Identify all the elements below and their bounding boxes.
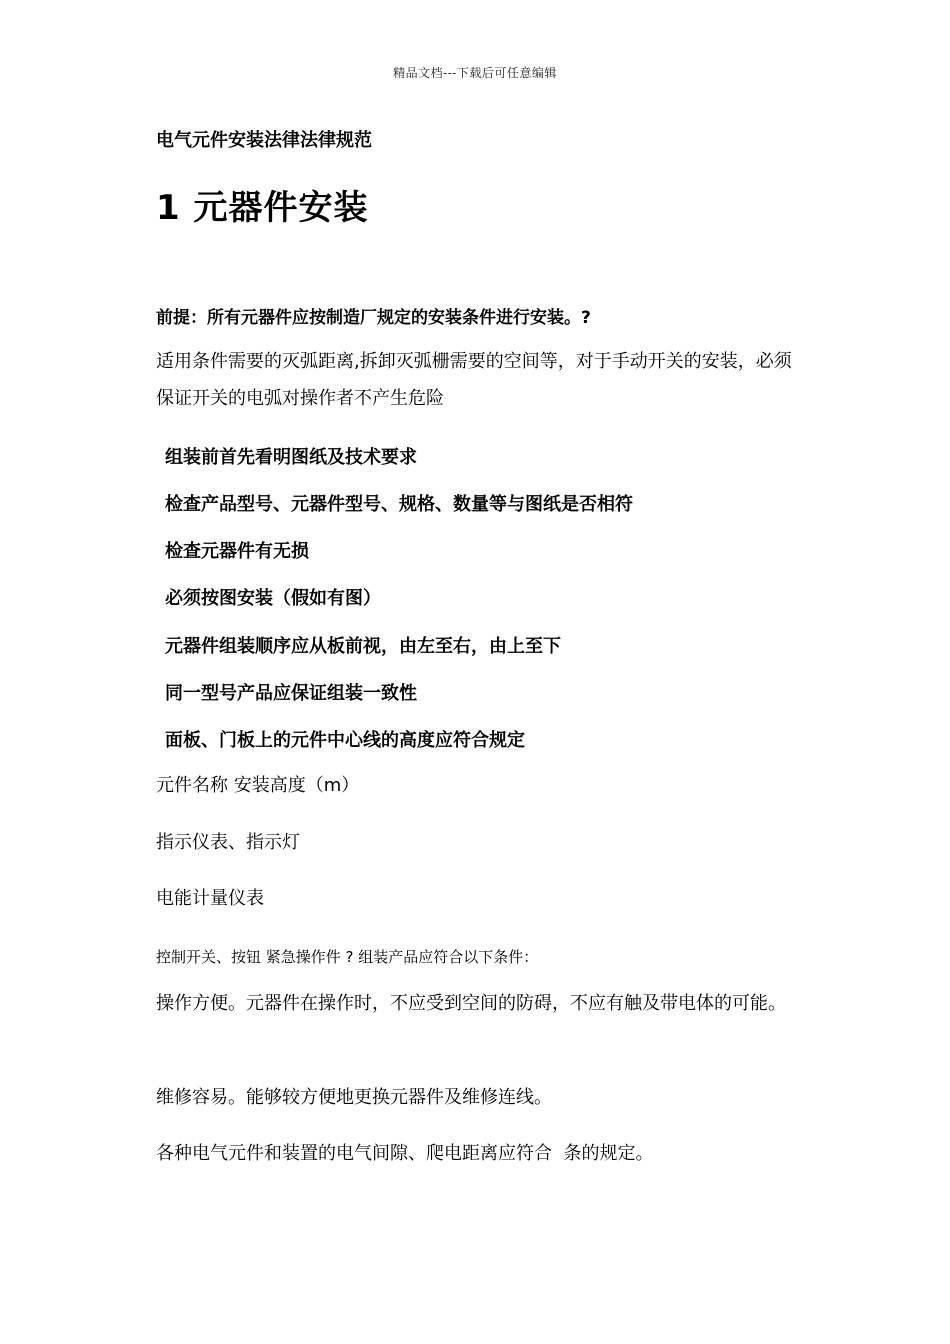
check-item: 面板、门板上的元件中心线的高度应符合规定 (165, 730, 525, 751)
premise-statement: 前提：所有元器件应按制造厂规定的安装条件进行安装。? (156, 308, 591, 328)
condition-item: 各种电气元件和装置的电气间隙、爬电距离应符合 条的规定。 (156, 1143, 654, 1164)
check-item: 检查产品型号、元器件型号、规格、数量等与图纸是否相符 (165, 494, 633, 515)
table-row: 指示仪表、指示灯 (156, 832, 300, 853)
condition-item: 操作方便。元器件在操作时，不应受到空间的防碍，不应有触及带电体的可能。 (156, 993, 786, 1014)
document-title: 电气元件安装法律法律规范 (156, 130, 372, 151)
section-heading: 1 元器件安装 (156, 188, 369, 228)
check-item: 组装前首先看明图纸及技术要求 (165, 447, 417, 468)
check-item: 同一型号产品应保证组装一致性 (165, 683, 417, 704)
table-row: 电能计量仪表 (156, 888, 264, 909)
table-header: 元件名称 安装高度（m） (156, 775, 360, 796)
check-item: 检查元器件有无损 (165, 541, 309, 562)
condition-item: 维修容易。能够较方便地更换元器件及维修连线。 (156, 1087, 552, 1108)
arc-distance-paragraph: 适用条件需要的灭弧距离,拆卸灭弧栅需要的空间等，对于手动开关的安装，必须保证开关的电弧对操作者不产生危险 (156, 351, 792, 409)
check-item: 必须按图安装（假如有图） (165, 588, 381, 609)
control-note: 控制开关、按钮 紧急操作件 ? 组装产品应符合以下条件： (156, 948, 539, 966)
check-item: 元器件组装顺序应从板前视，由左至右，由上至下 (165, 636, 561, 657)
page-header-note: 精品文档---下载后可任意编辑 (393, 66, 557, 80)
